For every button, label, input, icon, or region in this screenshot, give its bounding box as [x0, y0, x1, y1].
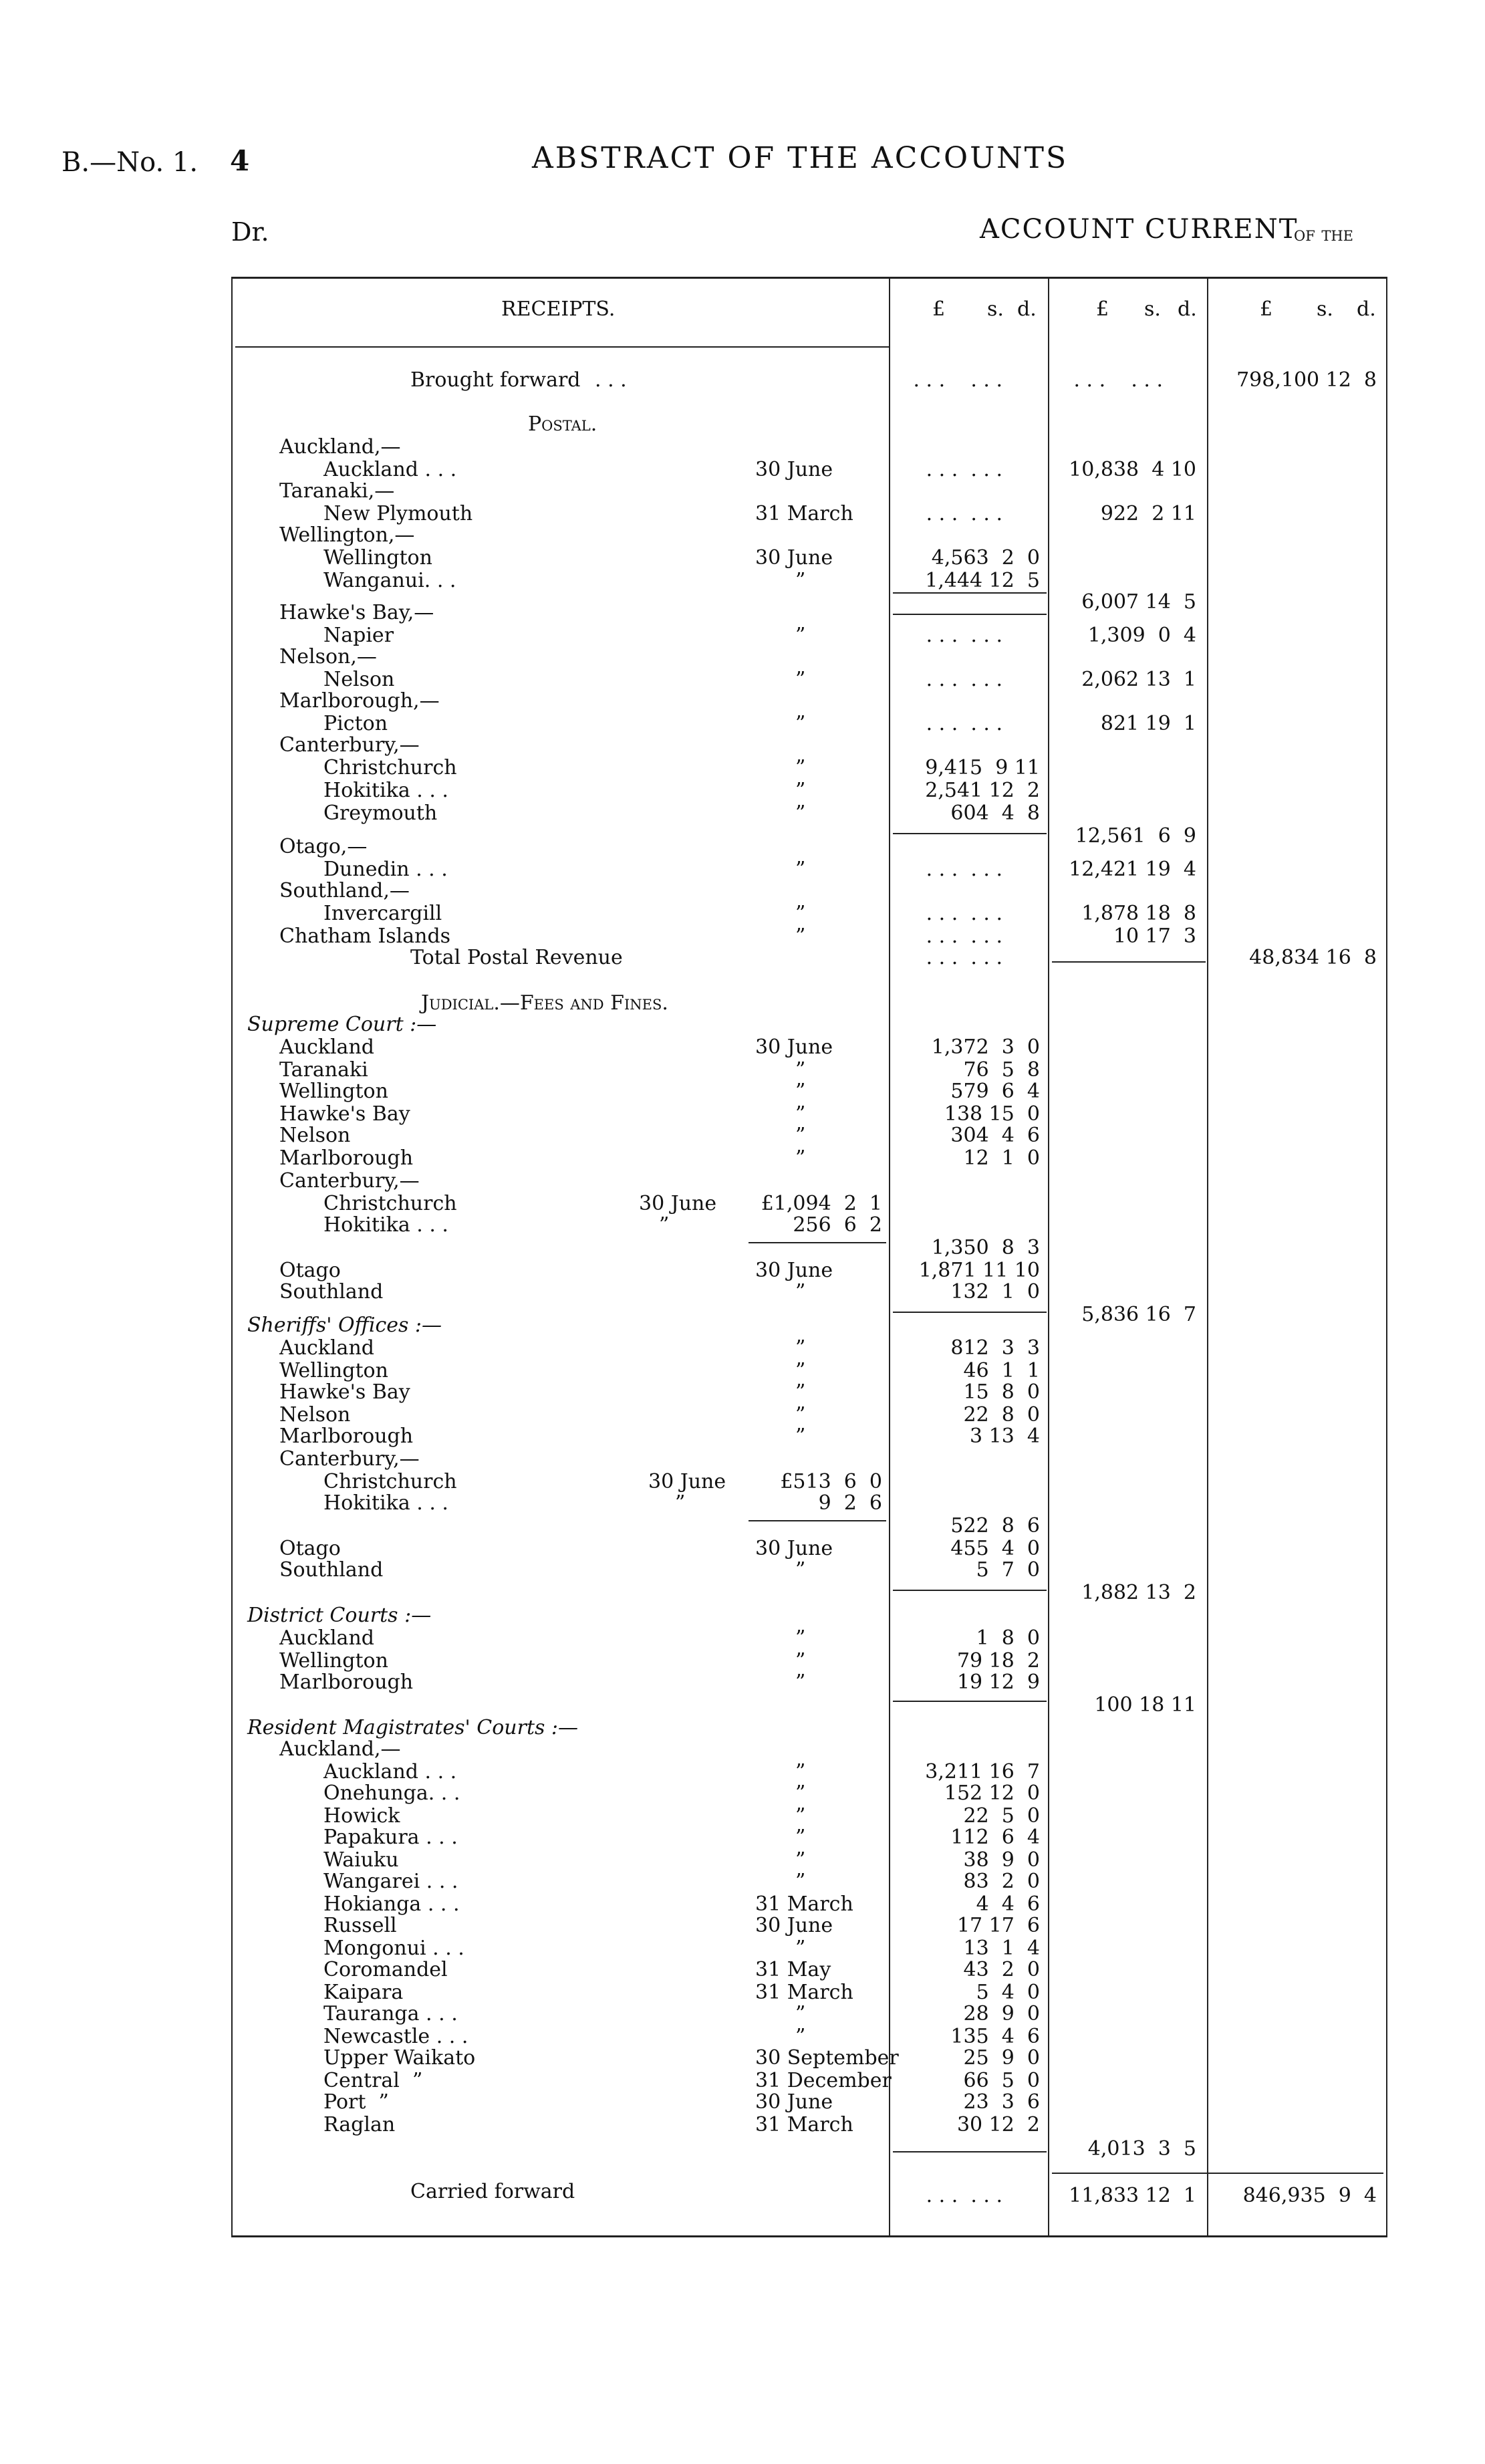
row-label: Mongonui . . . [323, 1937, 464, 1960]
row-date: ” [795, 1760, 806, 1783]
row-label: New Plymouth [323, 502, 473, 525]
row-label: Wellington [279, 1080, 388, 1103]
row-label: Wellington,— [279, 523, 415, 547]
row-col2: 1,878 18 8 [1081, 902, 1196, 925]
row-label: Auckland,— [279, 435, 401, 459]
row-col1: 25 9 0 [963, 2046, 1040, 2070]
row-col1: 1 8 0 [976, 1626, 1040, 1650]
total-postal-col3: 48,834 16 8 [1249, 946, 1377, 969]
bf-col3: 798,100 12 8 [1236, 368, 1377, 392]
cf-col3: 846,935 9 4 [1242, 2184, 1377, 2207]
row-label: Hawke's Bay [279, 1102, 410, 1126]
row-date: ” [795, 925, 806, 948]
row-date: 31 March [755, 1892, 853, 1916]
row-label: Waiuku [323, 1848, 399, 1872]
row-label: Hawke's Bay [279, 1380, 410, 1404]
row-label: Wellington [279, 1359, 388, 1382]
row-col1: . . . . . . [926, 925, 1002, 948]
row-col1: 1,871 11 10 [918, 1259, 1040, 1282]
col2-d: d. [1178, 297, 1197, 321]
row-col1: 9,415 9 11 [925, 756, 1040, 779]
row-date: ” [795, 1558, 806, 1582]
row-label: Canterbury,— [279, 733, 420, 757]
row-col1: 15 8 0 [963, 1380, 1040, 1404]
row-col1: . . . . . . [926, 858, 1002, 881]
row-col1: 1,350 8 3 [931, 1236, 1040, 1259]
row-label: Auckland [279, 1336, 374, 1360]
row-col2: 12,561 6 9 [1075, 824, 1196, 848]
row-col1: 23 3 6 [963, 2090, 1040, 2114]
sheriffs-heading: Sheriffs' Offices :— [247, 1314, 442, 1337]
row-label: Auckland [279, 1035, 374, 1059]
row-col1: 83 2 0 [963, 1870, 1040, 1893]
row-date: ” [795, 1781, 806, 1805]
row-col2: 10,838 4 10 [1069, 458, 1196, 481]
row-date: 30 June [755, 546, 833, 570]
col3-pound: £ [1260, 297, 1273, 321]
row-label: Otago,— [279, 835, 368, 858]
row-col1: 138 15 0 [944, 1102, 1040, 1126]
row-col1: 152 12 0 [944, 1781, 1040, 1805]
row-label: Canterbury,— [279, 1169, 420, 1193]
row-label: Tauranga . . . [323, 2002, 458, 2025]
row-col1: 812 3 3 [950, 1336, 1040, 1360]
row-label: Auckland,— [279, 1737, 401, 1761]
row-date: ” [795, 1937, 806, 1960]
account-current-title: ACCOUNT CURRENT [980, 214, 1299, 245]
row-date: ” [795, 1280, 806, 1304]
row-date: ” [659, 1213, 670, 1237]
row-col2: 4,013 3 5 [1087, 2137, 1196, 2161]
row-date: 30 June [639, 1192, 717, 1215]
cf-col2: 11,833 12 1 [1069, 2184, 1196, 2207]
district-courts-heading: District Courts :— [247, 1604, 432, 1627]
col1-s: s. [987, 297, 1004, 321]
row-date: ” [795, 779, 806, 802]
row-col1: 4,563 2 0 [931, 546, 1040, 570]
row-label: Auckland [279, 1626, 374, 1650]
row-label: Nelson [279, 1124, 351, 1147]
row-col1: 3 13 4 [970, 1425, 1040, 1448]
row-label: Marlborough [279, 1146, 414, 1170]
row-date: ” [795, 902, 806, 925]
col1-d: d. [1017, 297, 1037, 321]
row-col1: 76 5 8 [963, 1058, 1040, 1082]
row-label: Raglan [323, 2113, 396, 2136]
supreme-court-heading: Supreme Court :— [247, 1013, 437, 1036]
row-col1: 13 1 4 [963, 1937, 1040, 1960]
brought-forward-label: Brought forward [410, 368, 581, 392]
row-date: ” [795, 624, 806, 647]
row-date: 30 June [755, 1035, 833, 1059]
row-col1: . . . . . . [926, 946, 1002, 969]
row-col1: . . . . . . [926, 712, 1002, 735]
row-label: Taranaki [279, 1058, 368, 1082]
row-col1: 604 4 8 [950, 802, 1040, 825]
row-date: ” [795, 1425, 806, 1448]
row-date: 31 March [755, 502, 853, 525]
row-date: ” [675, 1491, 686, 1515]
row-col2: 5,836 16 7 [1081, 1303, 1196, 1326]
row-date: 30 June [755, 1537, 833, 1560]
total-postal-label: Total Postal Revenue [410, 946, 623, 969]
row-col1: 132 1 0 [950, 1280, 1040, 1304]
row-label: Central ” [323, 2069, 423, 2092]
row-date: ” [795, 1403, 806, 1427]
bf-col1: . . . . . . [906, 368, 1002, 392]
row-label: Nelson [323, 668, 395, 691]
row-col1: 2,541 12 2 [925, 779, 1040, 802]
row-label: Taranaki,— [279, 479, 395, 503]
postal-heading: Postal. [528, 412, 597, 436]
row-col1: 455 4 0 [950, 1537, 1040, 1560]
col3-s: s. [1317, 297, 1333, 321]
row-label: Port ” [323, 2090, 389, 2114]
row-label: Coromandel [323, 1958, 448, 1981]
row-date: ” [795, 1058, 806, 1082]
row-col2: 2,062 13 1 [1081, 668, 1196, 691]
cf-col1: . . . . . . [926, 2184, 1002, 2207]
row-date: ” [795, 1649, 806, 1673]
row-label: Newcastle . . . [323, 2025, 468, 2048]
account-current-title-tail: of the [1294, 223, 1353, 246]
row-col1: . . . . . . [926, 458, 1002, 481]
row-label: Greymouth [323, 802, 438, 825]
row-col2: 922 2 11 [1100, 502, 1196, 525]
row-label: Southland [279, 1280, 384, 1304]
row-col2: 10 17 3 [1113, 925, 1196, 948]
row-date: ” [795, 2025, 806, 2048]
row-date: 30 June [648, 1470, 726, 1493]
row-date: ” [795, 1380, 806, 1404]
row-date: ” [795, 1080, 806, 1103]
row-subamount: £513 6 0 [780, 1470, 882, 1493]
row-subamount: £1,094 2 1 [761, 1192, 882, 1215]
row-col1: 22 5 0 [963, 1804, 1040, 1828]
row-label: Auckland . . . [323, 458, 457, 481]
row-col1: 579 6 4 [950, 1080, 1040, 1103]
row-label: Wellington [279, 1649, 388, 1673]
row-label: Kaipara [323, 1981, 404, 2004]
row-label: Howick [323, 1804, 400, 1828]
row-col1: . . . . . . [926, 624, 1002, 647]
row-label: Hokitika . . . [323, 779, 448, 802]
row-col2: 1,882 13 2 [1081, 1581, 1196, 1604]
carried-forward-label: Carried forward [410, 2180, 575, 2203]
row-label: Dunedin . . . [323, 858, 448, 881]
row-col1: 43 2 0 [963, 1958, 1040, 1981]
row-col1: . . . . . . [926, 668, 1002, 691]
row-date: 31 March [755, 1981, 853, 2004]
debit-side-label: Dr. [231, 217, 269, 247]
row-label: Wangarei . . . [323, 1870, 458, 1893]
row-date: ” [795, 802, 806, 825]
row-col1: 1,372 3 0 [931, 1035, 1040, 1059]
row-label: Upper Waikato [323, 2046, 476, 2070]
brought-forward-dots: . . . [595, 368, 627, 392]
row-col1: 5 4 0 [976, 1981, 1040, 2004]
row-label: Marlborough [279, 1671, 414, 1694]
resident-magistrates-heading: Resident Magistrates' Courts :— [247, 1716, 579, 1739]
row-label: Russell [323, 1914, 397, 1937]
row-col1: 112 6 4 [950, 1826, 1040, 1849]
row-label: Christchurch [323, 1192, 457, 1215]
row-date: 31 May [755, 1958, 831, 1981]
row-col1: 19 12 9 [956, 1671, 1040, 1694]
row-col1: 17 17 6 [956, 1914, 1040, 1937]
row-col1: 79 18 2 [956, 1649, 1040, 1673]
row-label: Hawke's Bay,— [279, 601, 434, 624]
row-subamount: 9 2 6 [818, 1491, 882, 1515]
row-col1: 1,444 12 5 [925, 569, 1040, 592]
bf-col2: . . . . . . [1067, 368, 1163, 392]
row-label: Invercargill [323, 902, 442, 925]
row-col2: 100 18 11 [1094, 1693, 1196, 1717]
row-label: Chatham Islands [279, 925, 451, 948]
row-date: 30 June [755, 458, 833, 481]
row-date: 31 December [755, 2069, 892, 2092]
row-date: ” [795, 1848, 806, 1872]
row-label: Marlborough,— [279, 689, 440, 713]
row-label: Auckland . . . [323, 1760, 457, 1783]
row-date: 30 September [755, 2046, 899, 2070]
row-date: ” [795, 1870, 806, 1893]
row-date: 30 June [755, 1914, 833, 1937]
row-label: Papakura . . . [323, 1826, 458, 1849]
row-date: ” [795, 1804, 806, 1828]
row-date: ” [795, 668, 806, 691]
row-label: Hokianga . . . [323, 1892, 460, 1916]
row-date: ” [795, 1826, 806, 1849]
col2-s: s. [1144, 297, 1161, 321]
row-date: ” [795, 1626, 806, 1650]
row-col1: 38 9 0 [963, 1848, 1040, 1872]
row-date: 30 June [755, 1259, 833, 1282]
row-label: Otago [279, 1537, 341, 1560]
row-label: Christchurch [323, 1470, 457, 1493]
row-label: Hokitika . . . [323, 1491, 448, 1515]
row-date: ” [795, 1124, 806, 1147]
row-label: Wellington [323, 546, 432, 570]
row-col2: 12,421 19 4 [1069, 858, 1196, 881]
row-col1: . . . . . . [926, 502, 1002, 525]
row-label: Nelson,— [279, 645, 377, 668]
row-col1: 5 7 0 [976, 1558, 1040, 1582]
row-label: Southland,— [279, 879, 410, 902]
col3-d: d. [1357, 297, 1376, 321]
series-number: B.—No. 1. [61, 147, 198, 178]
row-col2: 1,309 0 4 [1087, 624, 1196, 647]
row-label: Napier [323, 624, 394, 647]
row-col1: . . . . . . [926, 902, 1002, 925]
row-col1: 66 5 0 [963, 2069, 1040, 2092]
row-label: Nelson [279, 1403, 351, 1427]
page-title: ABSTRACT OF THE ACCOUNTS [532, 141, 1069, 175]
row-col1: 22 8 0 [963, 1403, 1040, 1427]
row-col1: 46 1 1 [963, 1359, 1040, 1382]
row-col1: 522 8 6 [950, 1514, 1040, 1537]
row-date: ” [795, 1102, 806, 1126]
row-date: ” [795, 1359, 806, 1382]
row-date: ” [795, 712, 806, 735]
row-date: ” [795, 1671, 806, 1694]
row-label: Christchurch [323, 756, 457, 779]
row-label: Southland [279, 1558, 384, 1582]
page-number: 4 [230, 144, 250, 177]
row-col2: 6,007 14 5 [1081, 590, 1196, 614]
row-label: Marlborough [279, 1425, 414, 1448]
row-label: Onehunga. . . [323, 1781, 460, 1805]
col2-pound: £ [1096, 297, 1109, 321]
receipts-heading: RECEIPTS. [501, 297, 616, 321]
row-label: Otago [279, 1259, 341, 1282]
row-date: ” [795, 1336, 806, 1360]
judicial-heading: Judicial.—Fees and Fines. [421, 991, 668, 1015]
row-col1: 12 1 0 [963, 1146, 1040, 1170]
row-date: ” [795, 1146, 806, 1170]
col1-pound: £ [932, 297, 946, 321]
row-date: ” [795, 2002, 806, 2025]
row-label: Hokitika . . . [323, 1213, 448, 1237]
row-col1: 28 9 0 [963, 2002, 1040, 2025]
row-date: 31 March [755, 2113, 853, 2136]
row-col1: 4 4 6 [976, 1892, 1040, 1916]
row-col1: 30 12 2 [956, 2113, 1040, 2136]
row-label: Wanganui. . . [323, 569, 456, 592]
row-col2: 821 19 1 [1100, 712, 1196, 735]
row-col1: 304 4 6 [950, 1124, 1040, 1147]
row-date: ” [795, 569, 806, 592]
row-label: Picton [323, 712, 388, 735]
row-date: ” [795, 858, 806, 881]
row-label: Canterbury,— [279, 1447, 420, 1471]
row-col1: 3,211 16 7 [925, 1760, 1040, 1783]
row-date: ” [795, 756, 806, 779]
row-date: 30 June [755, 2090, 833, 2114]
row-col1: 135 4 6 [950, 2025, 1040, 2048]
row-subamount: 256 6 2 [793, 1213, 882, 1237]
